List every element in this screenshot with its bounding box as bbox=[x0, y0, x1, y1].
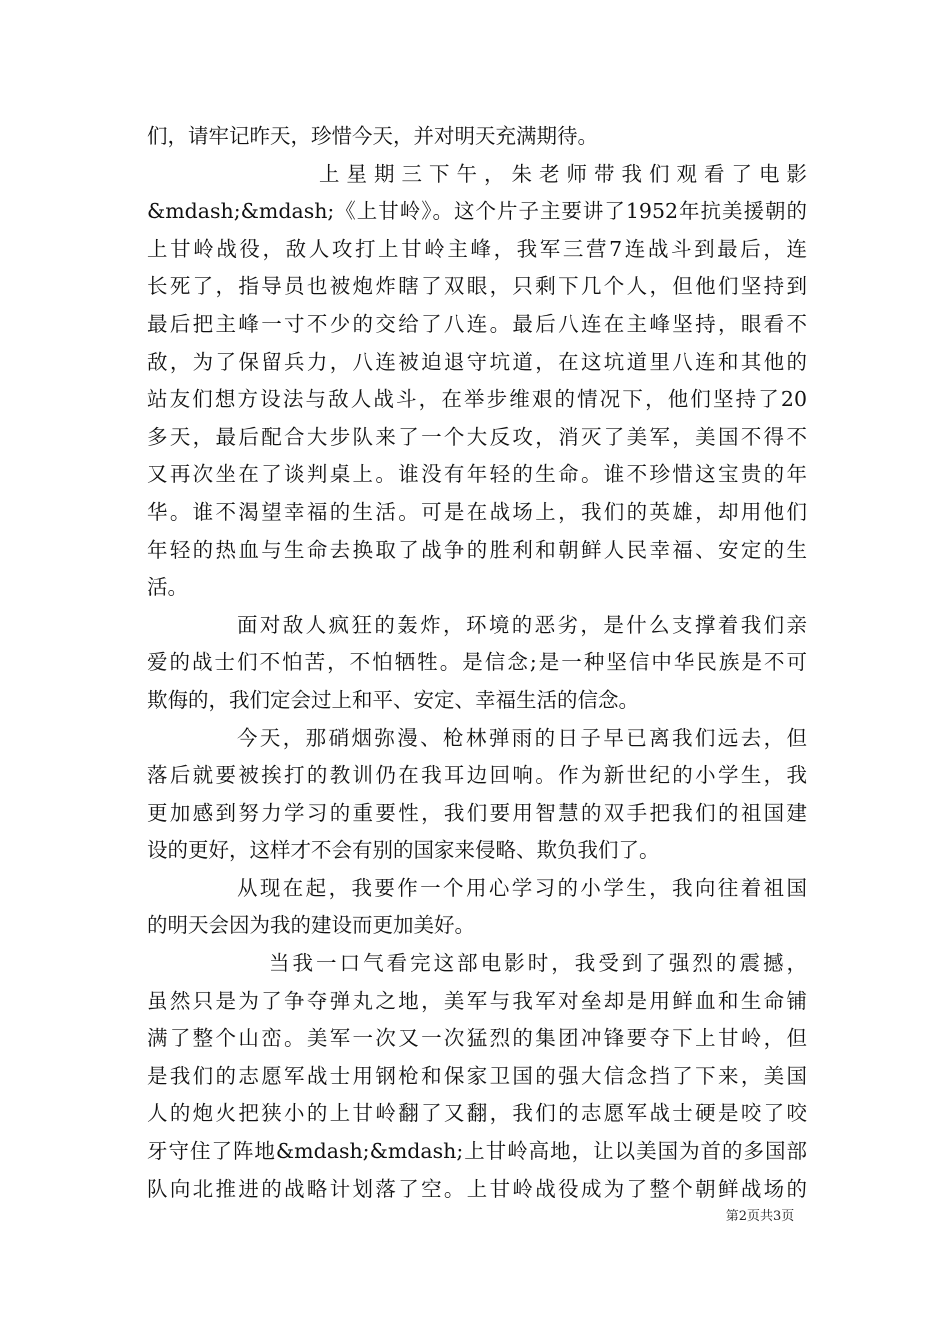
text-line: 当我一口气看完这部电影时，我受到了强烈的震撼， bbox=[269, 951, 807, 976]
text-line: 人的炮火把狭小的上甘岭翻了又翻，我们的志愿军战士硬是咬了咬 bbox=[147, 1101, 807, 1126]
text-line: 敌，为了保留兵力，八连被迫退守坑道，在这坑道里八连和其他的 bbox=[147, 349, 807, 374]
text-line: 又再次坐在了谈判桌上。谁没有年轻的生命。谁不珍惜这宝贵的年 bbox=[147, 462, 807, 487]
text-line: 站友们想方设法与敌人战斗，在举步维艰的情况下，他们坚持了20 bbox=[147, 387, 807, 412]
text-line: 落后就要被挨打的教训仍在我耳边回响。作为新世纪的小学生，我 bbox=[147, 763, 807, 788]
text-line: 设的更好，这样才不会有别的国家来侵略、欺负我们了。 bbox=[147, 838, 660, 863]
text-line: 活。 bbox=[147, 575, 188, 600]
page-number: 第2页共3页 bbox=[725, 1209, 795, 1224]
text-line: 最后把主峰一寸不少的交给了八连。最后八连在主峰坚持，眼看不 bbox=[147, 311, 807, 336]
text-line: 更加感到努力学习的重要性，我们要用智慧的双手把我们的祖国建 bbox=[147, 800, 807, 825]
text-line: 年轻的热血与生命去换取了战争的胜利和朝鲜人民幸福、安定的生 bbox=[147, 537, 807, 562]
text-line: 满了整个山峦。美军一次又一次猛烈的集团冲锋要夺下上甘岭，但 bbox=[147, 1026, 807, 1051]
text-line: 欺侮的，我们定会过上和平、安定、幸福生活的信念。 bbox=[147, 687, 639, 712]
text-line: 是我们的志愿军战士用钢枪和保家卫国的强大信念挡了下来，美国 bbox=[147, 1063, 807, 1088]
text-line: 虽然只是为了争夺弹丸之地，美军与我军对垒却是用鲜血和生命铺 bbox=[147, 988, 807, 1013]
text-line: 的明天会因为我的建设而更加美好。 bbox=[147, 913, 475, 938]
text-line: 从现在起，我要作一个用心学习的小学生，我向往着祖国 bbox=[237, 875, 807, 900]
text-line: 们，请牢记昨天，珍惜今天，并对明天充满期待。 bbox=[147, 124, 598, 148]
text-line: 今天，那硝烟弥漫、枪林弹雨的日子早已离我们远去，但 bbox=[237, 725, 807, 750]
text-line: 爱的战士们不怕苦，不怕牺牲。是信念;是一种坚信中华民族是不可 bbox=[147, 650, 807, 675]
text-line: 华。谁不渴望幸福的生活。可是在战场上，我们的英雄，却用他们 bbox=[147, 499, 807, 524]
text-line: 牙守住了阵地&mdash;&mdash;上甘岭高地，让以美国为首的多国部 bbox=[147, 1139, 807, 1164]
text-line: &mdash;&mdash;《上甘岭》。这个片子主要讲了1952年抗美援朝的 bbox=[147, 199, 807, 224]
text-line: 上甘岭战役，敌人攻打上甘岭主峰，我军三营7连战斗到最后，连 bbox=[147, 236, 807, 261]
document-body bbox=[147, 118, 807, 1208]
text-line: 队向北推进的战略计划落了空。上甘岭战役成为了整个朝鲜战场的 bbox=[147, 1176, 807, 1201]
text-line: 上星期三下午，朱老师带我们观看了电影 bbox=[319, 161, 807, 186]
page-footer bbox=[0, 1205, 950, 1224]
text-line: 长死了，指导员也被炮炸瞎了双眼，只剩下几个人，但他们坚持到 bbox=[147, 274, 807, 299]
text-line: 多天，最后配合大步队来了一个大反攻，消灭了美军，美国不得不 bbox=[147, 424, 807, 449]
text-line: 面对敌人疯狂的轰炸，环境的恶劣，是什么支撑着我们亲 bbox=[237, 612, 807, 637]
